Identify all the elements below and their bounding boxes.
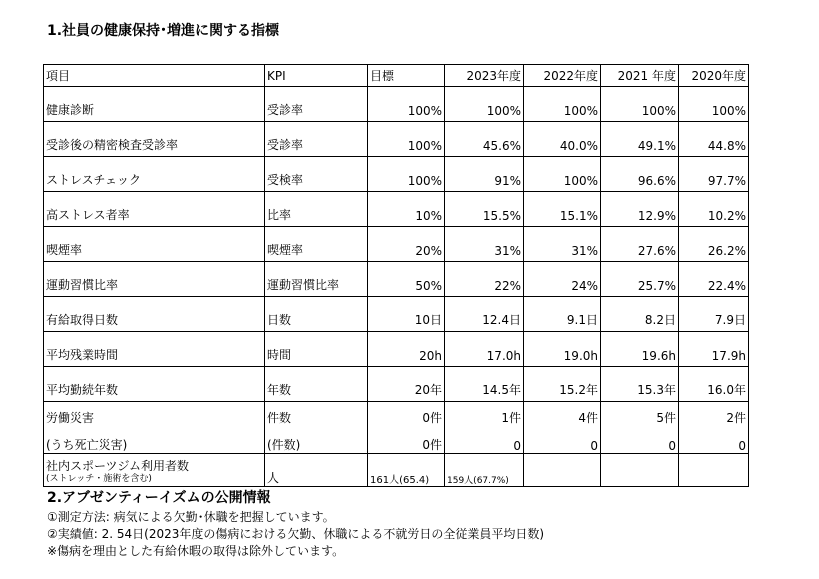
cell-kpi: 受診率: [265, 87, 368, 122]
section2-title: 2.アブゼンティーイズムの公開情報: [47, 490, 271, 506]
accident-2022: 4件: [524, 402, 601, 437]
cell-y2021: 15.3年: [601, 367, 679, 402]
gym-kpi: 人: [265, 454, 368, 487]
cell-y2022: 24%: [524, 262, 601, 297]
cell-item: ストレスチェック: [44, 157, 265, 192]
accident-2023: 1件: [445, 402, 524, 437]
cell-target: 100%: [368, 157, 445, 192]
cell-y2021: 100%: [601, 87, 679, 122]
cell-y2020: 10.2%: [679, 192, 749, 227]
cell-kpi: 受診率: [265, 122, 368, 157]
cell-y2021: 19.6h: [601, 332, 679, 367]
cell-y2020: 44.8%: [679, 122, 749, 157]
gym-2020: [679, 454, 749, 487]
cell-y2021: 96.6%: [601, 157, 679, 192]
table-row: [44, 122, 749, 157]
cell-y2022: 15.1%: [524, 192, 601, 227]
cell-item: 運動習慣比率: [44, 262, 265, 297]
cell-y2023: 15.5%: [445, 192, 524, 227]
accident-death-2022: 0: [524, 436, 601, 454]
table-row-gym: [44, 454, 749, 487]
accident-target: 0件: [368, 402, 445, 437]
cell-kpi: 時間: [265, 332, 368, 367]
cell-y2023: 22%: [445, 262, 524, 297]
cell-y2020: 26.2%: [679, 227, 749, 262]
cell-y2023: 17.0h: [445, 332, 524, 367]
cell-target: 20h: [368, 332, 445, 367]
accident-death-2021: 0: [601, 436, 679, 454]
gym-item-line1: 社内スポーツジム利用者数: [46, 459, 190, 473]
table-row: [44, 227, 749, 262]
accident-death-target: 0件: [368, 436, 445, 454]
accident-death-item: (うち死亡災害): [44, 436, 265, 454]
header-2023: 2023年度: [445, 65, 524, 87]
header-2020: 2020年度: [679, 65, 749, 87]
accident-death-2023: 0: [445, 436, 524, 454]
section2-line1: ①測定方法: 病気による欠勤･休職を把握しています。: [47, 510, 335, 524]
cell-target: 100%: [368, 122, 445, 157]
gym-target: 161人(65.4): [368, 454, 445, 487]
table-row: [44, 262, 749, 297]
table-row: [44, 367, 749, 402]
cell-target: 100%: [368, 87, 445, 122]
cell-kpi: 比率: [265, 192, 368, 227]
accident-death-kpi: (件数): [265, 436, 368, 454]
section1-title: 1.社員の健康保持･増進に関する指標: [47, 23, 280, 39]
table-row: [44, 192, 749, 227]
cell-target: 50%: [368, 262, 445, 297]
accident-2021: 5件: [601, 402, 679, 437]
cell-y2021: 27.6%: [601, 227, 679, 262]
cell-kpi: 運動習慣比率: [265, 262, 368, 297]
accident-item: 労働災害: [44, 402, 265, 437]
cell-y2021: 8.2日: [601, 297, 679, 332]
cell-y2020: 17.9h: [679, 332, 749, 367]
cell-target: 10%: [368, 192, 445, 227]
gym-2023: 159人(67.7%): [445, 454, 524, 487]
cell-y2021: 12.9%: [601, 192, 679, 227]
header-kpi: KPI: [265, 65, 368, 87]
gym-item: [44, 454, 265, 487]
cell-target: 10日: [368, 297, 445, 332]
cell-y2023: 31%: [445, 227, 524, 262]
table-row: [44, 297, 749, 332]
cell-target: 20%: [368, 227, 445, 262]
cell-item: 受診後の精密検査受診率: [44, 122, 265, 157]
cell-item: 平均勤続年数: [44, 367, 265, 402]
header-target: 目標: [368, 65, 445, 87]
cell-y2020: 22.4%: [679, 262, 749, 297]
cell-y2020: 16.0年: [679, 367, 749, 402]
cell-y2022: 40.0%: [524, 122, 601, 157]
absenteeism-section: [47, 490, 544, 560]
cell-kpi: 喫煙率: [265, 227, 368, 262]
cell-target: 20年: [368, 367, 445, 402]
cell-item: 健康診断: [44, 87, 265, 122]
section2-line2: ②実績値: 2. 54日(2023年度の傷病における欠勤、休職による不就労日の全従業員平均日数): [47, 527, 545, 541]
cell-item: 有給取得日数: [44, 297, 265, 332]
cell-item: 高ストレス者率: [44, 192, 265, 227]
cell-y2022: 100%: [524, 157, 601, 192]
accident-2020: 2件: [679, 402, 749, 437]
cell-kpi: 年数: [265, 367, 368, 402]
table-row-accident: [44, 402, 749, 437]
cell-y2023: 12.4日: [445, 297, 524, 332]
header-2021: 2021 年度: [601, 65, 679, 87]
cell-y2022: 9.1日: [524, 297, 601, 332]
cell-kpi: 受検率: [265, 157, 368, 192]
table-row: [44, 157, 749, 192]
gym-2021: [601, 454, 679, 487]
cell-y2021: 25.7%: [601, 262, 679, 297]
table-row: [44, 87, 749, 122]
cell-y2020: 100%: [679, 87, 749, 122]
cell-y2023: 100%: [445, 87, 524, 122]
cell-y2020: 97.7%: [679, 157, 749, 192]
accident-kpi: 件数: [265, 402, 368, 437]
table-row-accident-death: [44, 436, 749, 454]
cell-y2023: 14.5年: [445, 367, 524, 402]
cell-kpi: 日数: [265, 297, 368, 332]
accident-death-2020: 0: [679, 436, 749, 454]
cell-y2023: 45.6%: [445, 122, 524, 157]
cell-y2020: 7.9日: [679, 297, 749, 332]
cell-item: 喫煙率: [44, 227, 265, 262]
kpi-table: [43, 64, 749, 487]
gym-item-line2: (ストレッチ・施術を含む): [46, 474, 152, 484]
header-item: 項目: [44, 65, 265, 87]
cell-y2022: 31%: [524, 227, 601, 262]
header-row: [44, 65, 749, 87]
cell-y2021: 49.1%: [601, 122, 679, 157]
cell-item: 平均残業時間: [44, 332, 265, 367]
cell-y2022: 15.2年: [524, 367, 601, 402]
table-row: [44, 332, 749, 367]
cell-y2022: 100%: [524, 87, 601, 122]
header-2022: 2022年度: [524, 65, 601, 87]
section2-line3: ※傷病を理由とした有給休暇の取得は除外しています。: [47, 544, 345, 558]
cell-y2022: 19.0h: [524, 332, 601, 367]
gym-2022: [524, 454, 601, 487]
cell-y2023: 91%: [445, 157, 524, 192]
